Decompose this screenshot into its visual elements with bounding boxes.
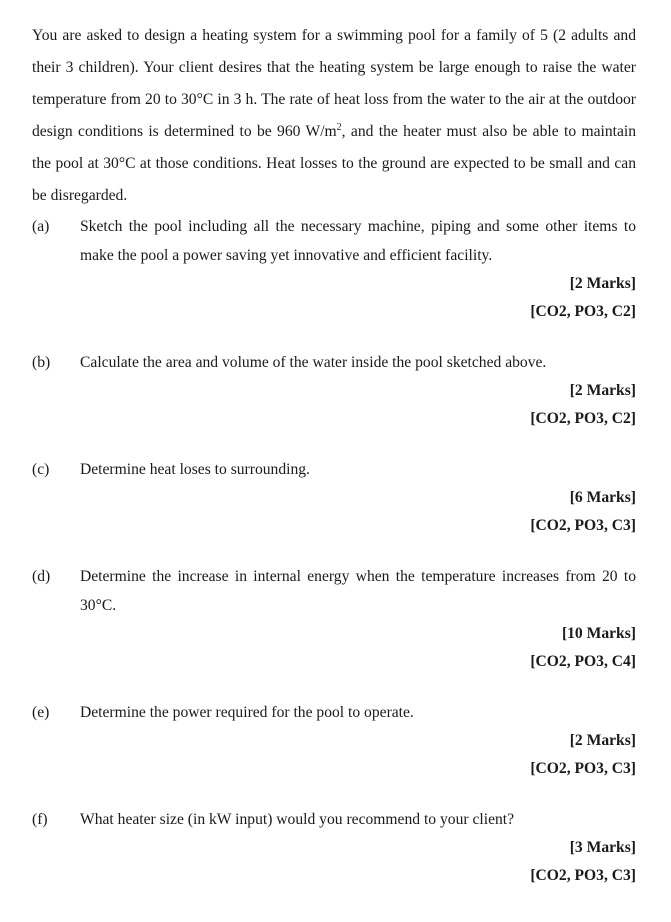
- question-label: (f): [32, 811, 48, 828]
- marks: [2 Marks]: [569, 275, 636, 292]
- outcomes: [CO2, PO3, C2]: [530, 303, 636, 320]
- question-label: (d): [32, 568, 51, 585]
- marks: [2 Marks]: [569, 732, 636, 749]
- question-label: (a): [32, 218, 50, 235]
- marks: [10 Marks]: [561, 625, 636, 642]
- outcomes: [CO2, PO3, C4]: [530, 653, 636, 670]
- question-label: (b): [32, 354, 51, 371]
- question-label: (c): [32, 461, 50, 478]
- question-text: Calculate the area and volume of the water inside the pool sketched above.: [80, 354, 547, 371]
- intro-text: You are asked to design a heating system for a swimming pool for a family of 5 (2 adults and their 3 children). Your client desires that the heating system be large enough to raise the water temperature from 20 to 30°C in 3 h. The rate of heat loss from the water to the air at the outdoor design conditions is determined to be 960 W/m: [32, 27, 636, 140]
- marks: [6 Marks]: [569, 489, 636, 506]
- superscript: 2: [336, 121, 342, 133]
- question-label: (e): [32, 704, 50, 721]
- question-text: What heater size (in kW input) would you recommend to your client?: [80, 811, 515, 828]
- question-text: Determine the increase in internal energy when the temperature increases from 20 to 30°C.: [80, 568, 636, 614]
- outcomes: [CO2, PO3, C3]: [530, 867, 636, 884]
- question-b: [32, 348, 636, 433]
- question-d: [32, 562, 636, 676]
- outcomes: [CO2, PO3, C3]: [530, 517, 636, 534]
- question-text: Determine heat loses to surrounding.: [80, 461, 310, 478]
- question-c: [32, 455, 636, 540]
- question-f: [32, 805, 636, 890]
- outcomes: [CO2, PO3, C2]: [530, 410, 636, 427]
- marks: [2 Marks]: [569, 382, 636, 399]
- question-text: Sketch the pool including all the necessary machine, piping and some other items to make the pool a power saving yet innovative and efficient facility.: [80, 218, 636, 264]
- question-a: [32, 212, 636, 326]
- outcomes: [CO2, PO3, C3]: [530, 760, 636, 777]
- marks: [3 Marks]: [569, 839, 636, 856]
- problem-statement: [32, 20, 636, 212]
- question-text: Determine the power required for the pool to operate.: [80, 704, 414, 721]
- intro-text-end: , and the heater must also be able to maintain the pool at 30°C at those conditions. Heat losses to the ground are expected to be small and can be disregarded.: [32, 123, 637, 204]
- question-e: [32, 698, 636, 783]
